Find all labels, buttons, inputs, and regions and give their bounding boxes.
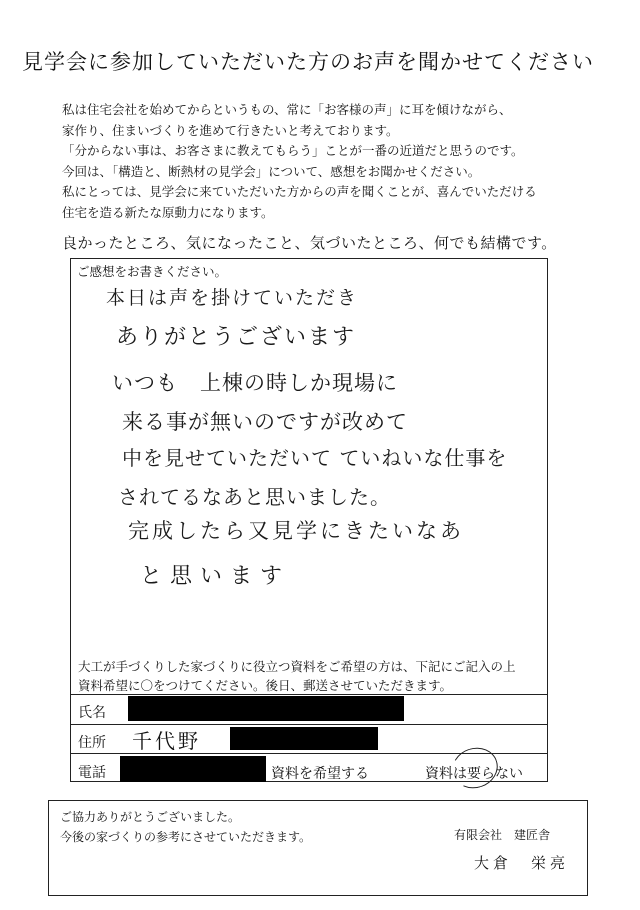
comment-box-label: ご感想をお書きください。 (77, 264, 228, 279)
address-label: 住所 (78, 735, 106, 751)
subheading: 良かったところ、気になったこと、気づいたところ、何でも結構です。 (62, 234, 557, 252)
handwritten-line: 来る事が無いのですが改めて (122, 410, 408, 434)
handwritten-line: ありがとうございます (116, 325, 357, 350)
option-want-materials[interactable]: 資料を希望する (271, 766, 369, 782)
request-line: 大工が手づくりした家づくりに役立つ資料をご希望の方は、下記にご記入の上 (78, 659, 516, 674)
name-label: 氏名 (78, 705, 106, 721)
divider (70, 694, 548, 695)
intro-line: 「分からない事は、お客さまに教えてもらう」ことが一番の近道だと思うのです。 (62, 143, 524, 158)
intro-line: 住宅を造る新たな原動力になります。 (62, 204, 274, 220)
redacted-phone (120, 756, 266, 782)
address-handwritten: 千代野 (132, 729, 201, 753)
intro-line: 私にとっては、見学会に来ていただいた方からの声を聞くことが、喜んでいただける (62, 184, 537, 199)
person-name: 大倉 栄亮 (474, 854, 570, 872)
company-name: 有限会社 建匠舎 (454, 828, 551, 842)
intro-line: 私は住宅会社を始めてからというもの、常に「お客様の声」に耳を傾けながら、 (62, 102, 512, 117)
handwritten-line: と思います (140, 564, 291, 589)
handwritten-line: 中を見せていただいて ていねいな仕事を (122, 446, 508, 470)
request-text (78, 657, 516, 695)
footer-note: 今後の家づくりの参考にさせていただきます。 (60, 830, 312, 844)
handwritten-line: 本日は声を掛けていただき (106, 287, 359, 309)
page-title: 見学会に参加していただいた方のお声を聞かせてください (22, 50, 594, 74)
intro-line: 今回は、「構造と、断熱材の見学会」について、感想をお聞かせください。 (62, 163, 481, 179)
redacted-name (128, 696, 404, 721)
footer-thanks: ご協力ありがとうございました。 (60, 810, 241, 824)
intro-line: 家作り、住まいづくりを進めて行きたいと考えております。 (62, 122, 399, 138)
phone-label: 電話 (78, 765, 106, 781)
option-no-materials[interactable]: 資料は要らない (425, 766, 523, 782)
handwritten-line: されてるなあと思いました。 (118, 485, 391, 509)
handwritten-line: いつも 上棟の時しか現場に (112, 371, 398, 395)
intro-text (62, 100, 537, 223)
redacted-address (230, 727, 378, 750)
handwritten-line: 完成したら又見学にきたいなあ (128, 519, 464, 543)
request-line: 資料希望に〇をつけてください。後日、郵送させていただきます。 (78, 678, 453, 693)
